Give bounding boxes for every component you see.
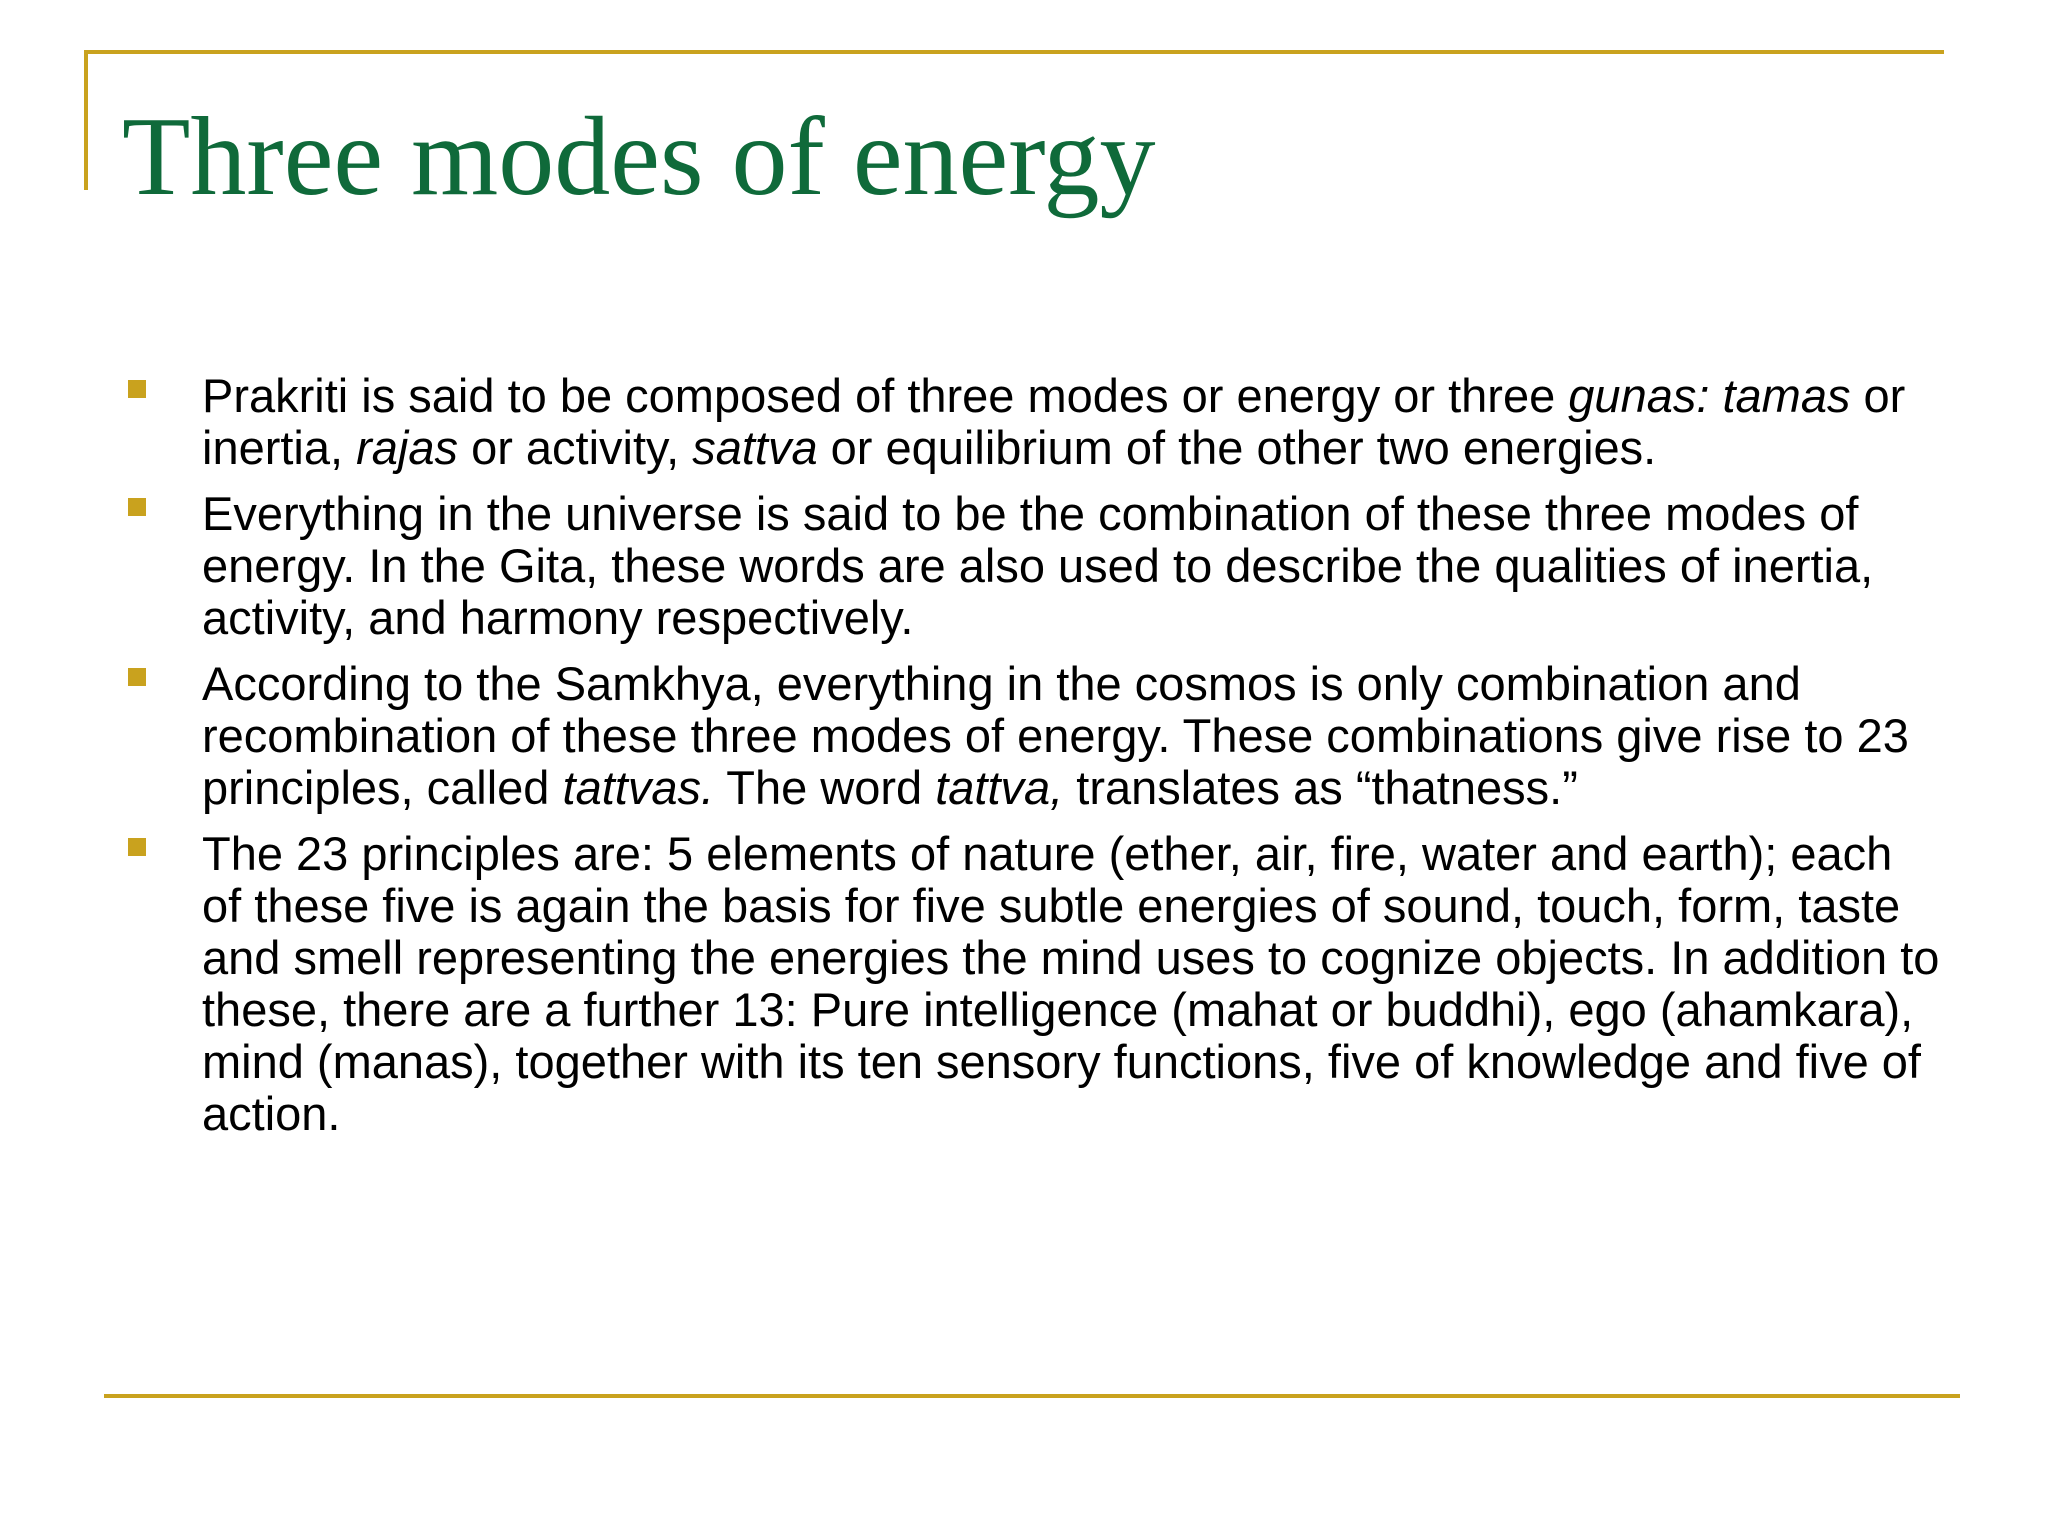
slide-title: Three modes of energy: [122, 95, 1156, 219]
bullet-item: [120, 488, 1940, 644]
left-border-line: [84, 50, 88, 190]
square-bullet-icon: [128, 498, 146, 516]
square-bullet-icon: [128, 668, 146, 686]
bullet-list: [120, 370, 1940, 1154]
bullet-text: Everything in the universe is said to be the combination of these three modes of energy. In the Gita, these words are also used to describe the qualities of inertia, activity, and harmony respectively.: [202, 487, 1874, 644]
bullet-text: The 23 principles are: 5 elements of nature (ether, air, fire, water and earth); each of these five is again the basis for five subtle energies of sound, touch, form, taste and smell representing the energies the mind uses to cognize objects. In addition to these, there are a further 13: Pure intelligence (mahat or buddhi), ego (ahamkara), mind (manas), together with its ten sensory functions, five of knowledge and five of action.: [202, 827, 1940, 1140]
bullet-item: [120, 370, 1940, 474]
bullet-item: [120, 828, 1940, 1140]
square-bullet-icon: [128, 380, 146, 398]
bottom-border-line: [104, 1394, 1960, 1398]
square-bullet-icon: [128, 838, 146, 856]
bullet-item: [120, 658, 1940, 814]
bullet-text: Prakriti is said to be composed of three modes or energy or three gunas: tamas or inertia, rajas or activity, sattva or equilibrium of the other two energies.: [202, 369, 1906, 474]
bullet-text: According to the Samkhya, everything in the cosmos is only combination and recombination of these three modes of energy. These combinations give rise to 23 principles, called tattvas. The word tattva, translates as “thatness.”: [202, 657, 1909, 814]
top-border-line: [84, 50, 1944, 54]
